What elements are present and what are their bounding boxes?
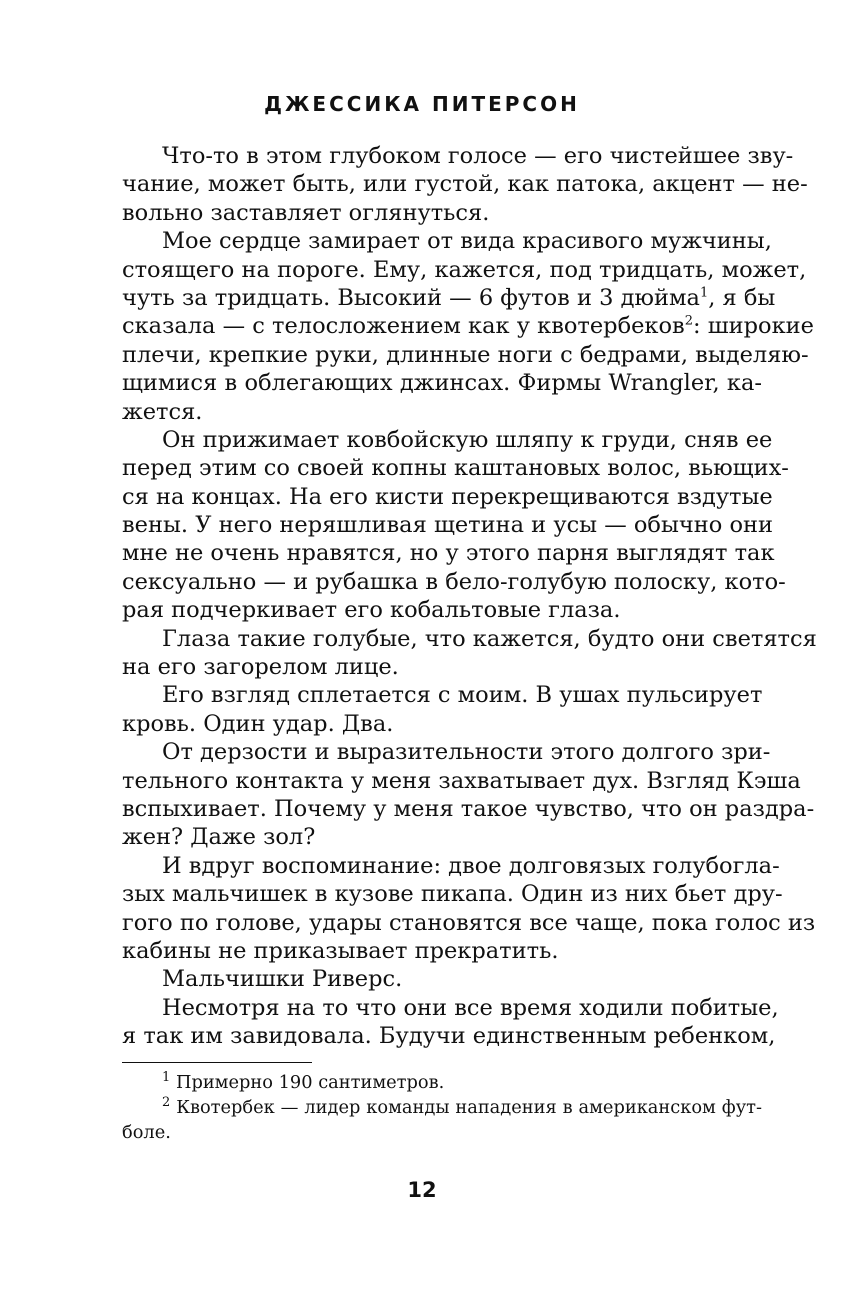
body-text [122, 142, 817, 1051]
text-line [122, 653, 762, 681]
text-line [122, 738, 771, 766]
text-line [122, 369, 762, 397]
footnote-2-text: Квотербек — лидер команды нападения в американском фут- [176, 1097, 762, 1118]
text-line-content: гого по голове, удары становятся все чаще, пока голос из [122, 909, 816, 936]
text-line-tail: , я бы [708, 284, 776, 311]
text-line [122, 170, 808, 198]
text-line [122, 965, 762, 993]
text-line [122, 483, 773, 511]
text-line-content: От дерзости и выразительности этого долгого зри- [162, 739, 771, 766]
text-line [122, 284, 776, 312]
footnote-reference: 1 [699, 285, 709, 301]
text-line-content: жен? Даже зол? [122, 824, 316, 851]
text-line [122, 511, 773, 539]
text-line [122, 596, 762, 624]
running-header: ДЖЕССИКА ПИТЕРСОН [264, 92, 580, 116]
text-line-content: щимися в облегающих джинсах. Фирмы Wrangler, ка- [122, 370, 762, 397]
text-line-content: вспыхивает. Почему у меня такое чувство, что он раздра- [122, 795, 815, 822]
text-line-content: плечи, крепкие руки, длинные ноги с бедрами, выделяю- [122, 341, 809, 368]
footnote-1-mark: 1 [162, 1070, 171, 1086]
text-line-content: Он прижимает ковбойскую шляпу к груди, сняв ее [162, 426, 773, 453]
text-line [122, 539, 775, 567]
text-line-content: Мальчишки Риверс. [162, 966, 403, 993]
footnote-reference: 2 [684, 313, 693, 329]
text-line [122, 852, 780, 880]
text-line-content: Его взгляд сплетается с моим. В ушах пульсирует [162, 682, 763, 709]
text-line [122, 454, 789, 482]
text-line [122, 398, 762, 426]
text-line-content: Несмотря на то что они все время ходили побитые, [162, 994, 779, 1021]
text-line-content: зых мальчишек в кузове пикапа. Один из них бьет дру- [122, 881, 783, 908]
text-line [122, 426, 773, 454]
text-line-content: сексуально — и рубашка в бело-голубую полоску, кото- [122, 568, 786, 595]
text-line-content: кровь. Один удар. Два. [122, 710, 394, 737]
text-line [122, 937, 762, 965]
text-line-content: стоящего на пороге. Ему, кажется, под тридцать, может, [122, 256, 807, 283]
text-line [122, 568, 786, 596]
footnote-1-text: Примерно 190 сантиметров. [175, 1072, 445, 1093]
text-line-content: на его загорелом лице. [122, 654, 399, 681]
text-line-content: кабины не приказывает прекратить. [122, 937, 559, 964]
text-line [122, 256, 807, 284]
text-line [122, 681, 762, 709]
text-line [122, 199, 762, 227]
text-line [122, 994, 779, 1022]
text-line [122, 909, 816, 937]
text-line-content: я так им завидовала. Будучи единственным ребенком, [122, 1023, 776, 1050]
text-line-content: чуть за тридцать. Высокий — 6 футов и 3 дюйма [122, 284, 700, 311]
text-line [122, 795, 815, 823]
text-line-content: сказала — с телосложением как у квотербеков [122, 313, 685, 340]
text-line [122, 227, 772, 255]
text-line-content: жется. [122, 398, 203, 425]
text-line-content: мне не очень нравятся, но у этого парня выглядят так [122, 540, 775, 567]
footnote-2-mark: 2 [162, 1095, 171, 1111]
text-line-content: перед этим со своей копны каштановых волос, вьющих- [122, 455, 789, 482]
text-line-content: вольно заставляет оглянуться. [122, 199, 490, 226]
text-line-content: рая подчеркивает его кобальтовые глаза. [122, 597, 621, 624]
footnotes [122, 1070, 762, 1145]
text-line-content: Что-то в этом глубоком голосе — его чистейшее зву- [162, 143, 794, 169]
text-line [122, 710, 762, 738]
text-line-tail: : широкие [693, 313, 814, 340]
text-line [122, 880, 783, 908]
footnote-divider [122, 1062, 312, 1063]
footnote-2-continuation: боле. [122, 1122, 171, 1143]
text-line [122, 1022, 776, 1050]
text-line-content: тельного контакта у меня захватывает дух. Взгляд Кэша [122, 767, 801, 794]
text-line [122, 767, 801, 795]
text-line [122, 341, 809, 369]
text-line-content: Глаза такие голубые, что кажется, будто они светятся [162, 625, 817, 652]
text-line [122, 823, 762, 851]
page-number: 12 [407, 1178, 437, 1202]
text-line-content: ся на концах. На его кисти перекрещиваются вздутые [122, 483, 773, 510]
text-line-content: Мое сердце замирает от вида красивого мужчины, [162, 228, 772, 255]
text-line [122, 312, 814, 340]
footnote-2 [122, 1095, 762, 1120]
text-line-content: вены. У него неряшливая щетина и усы — обычно они [122, 512, 773, 539]
text-line-content: чание, может быть, или густой, как патока, акцент — не- [122, 171, 808, 198]
text-line [122, 142, 794, 170]
footnote-1 [122, 1070, 762, 1095]
text-line-content: И вдруг воспоминание: двое долговязых голубогла- [162, 852, 780, 879]
text-line [122, 625, 817, 653]
